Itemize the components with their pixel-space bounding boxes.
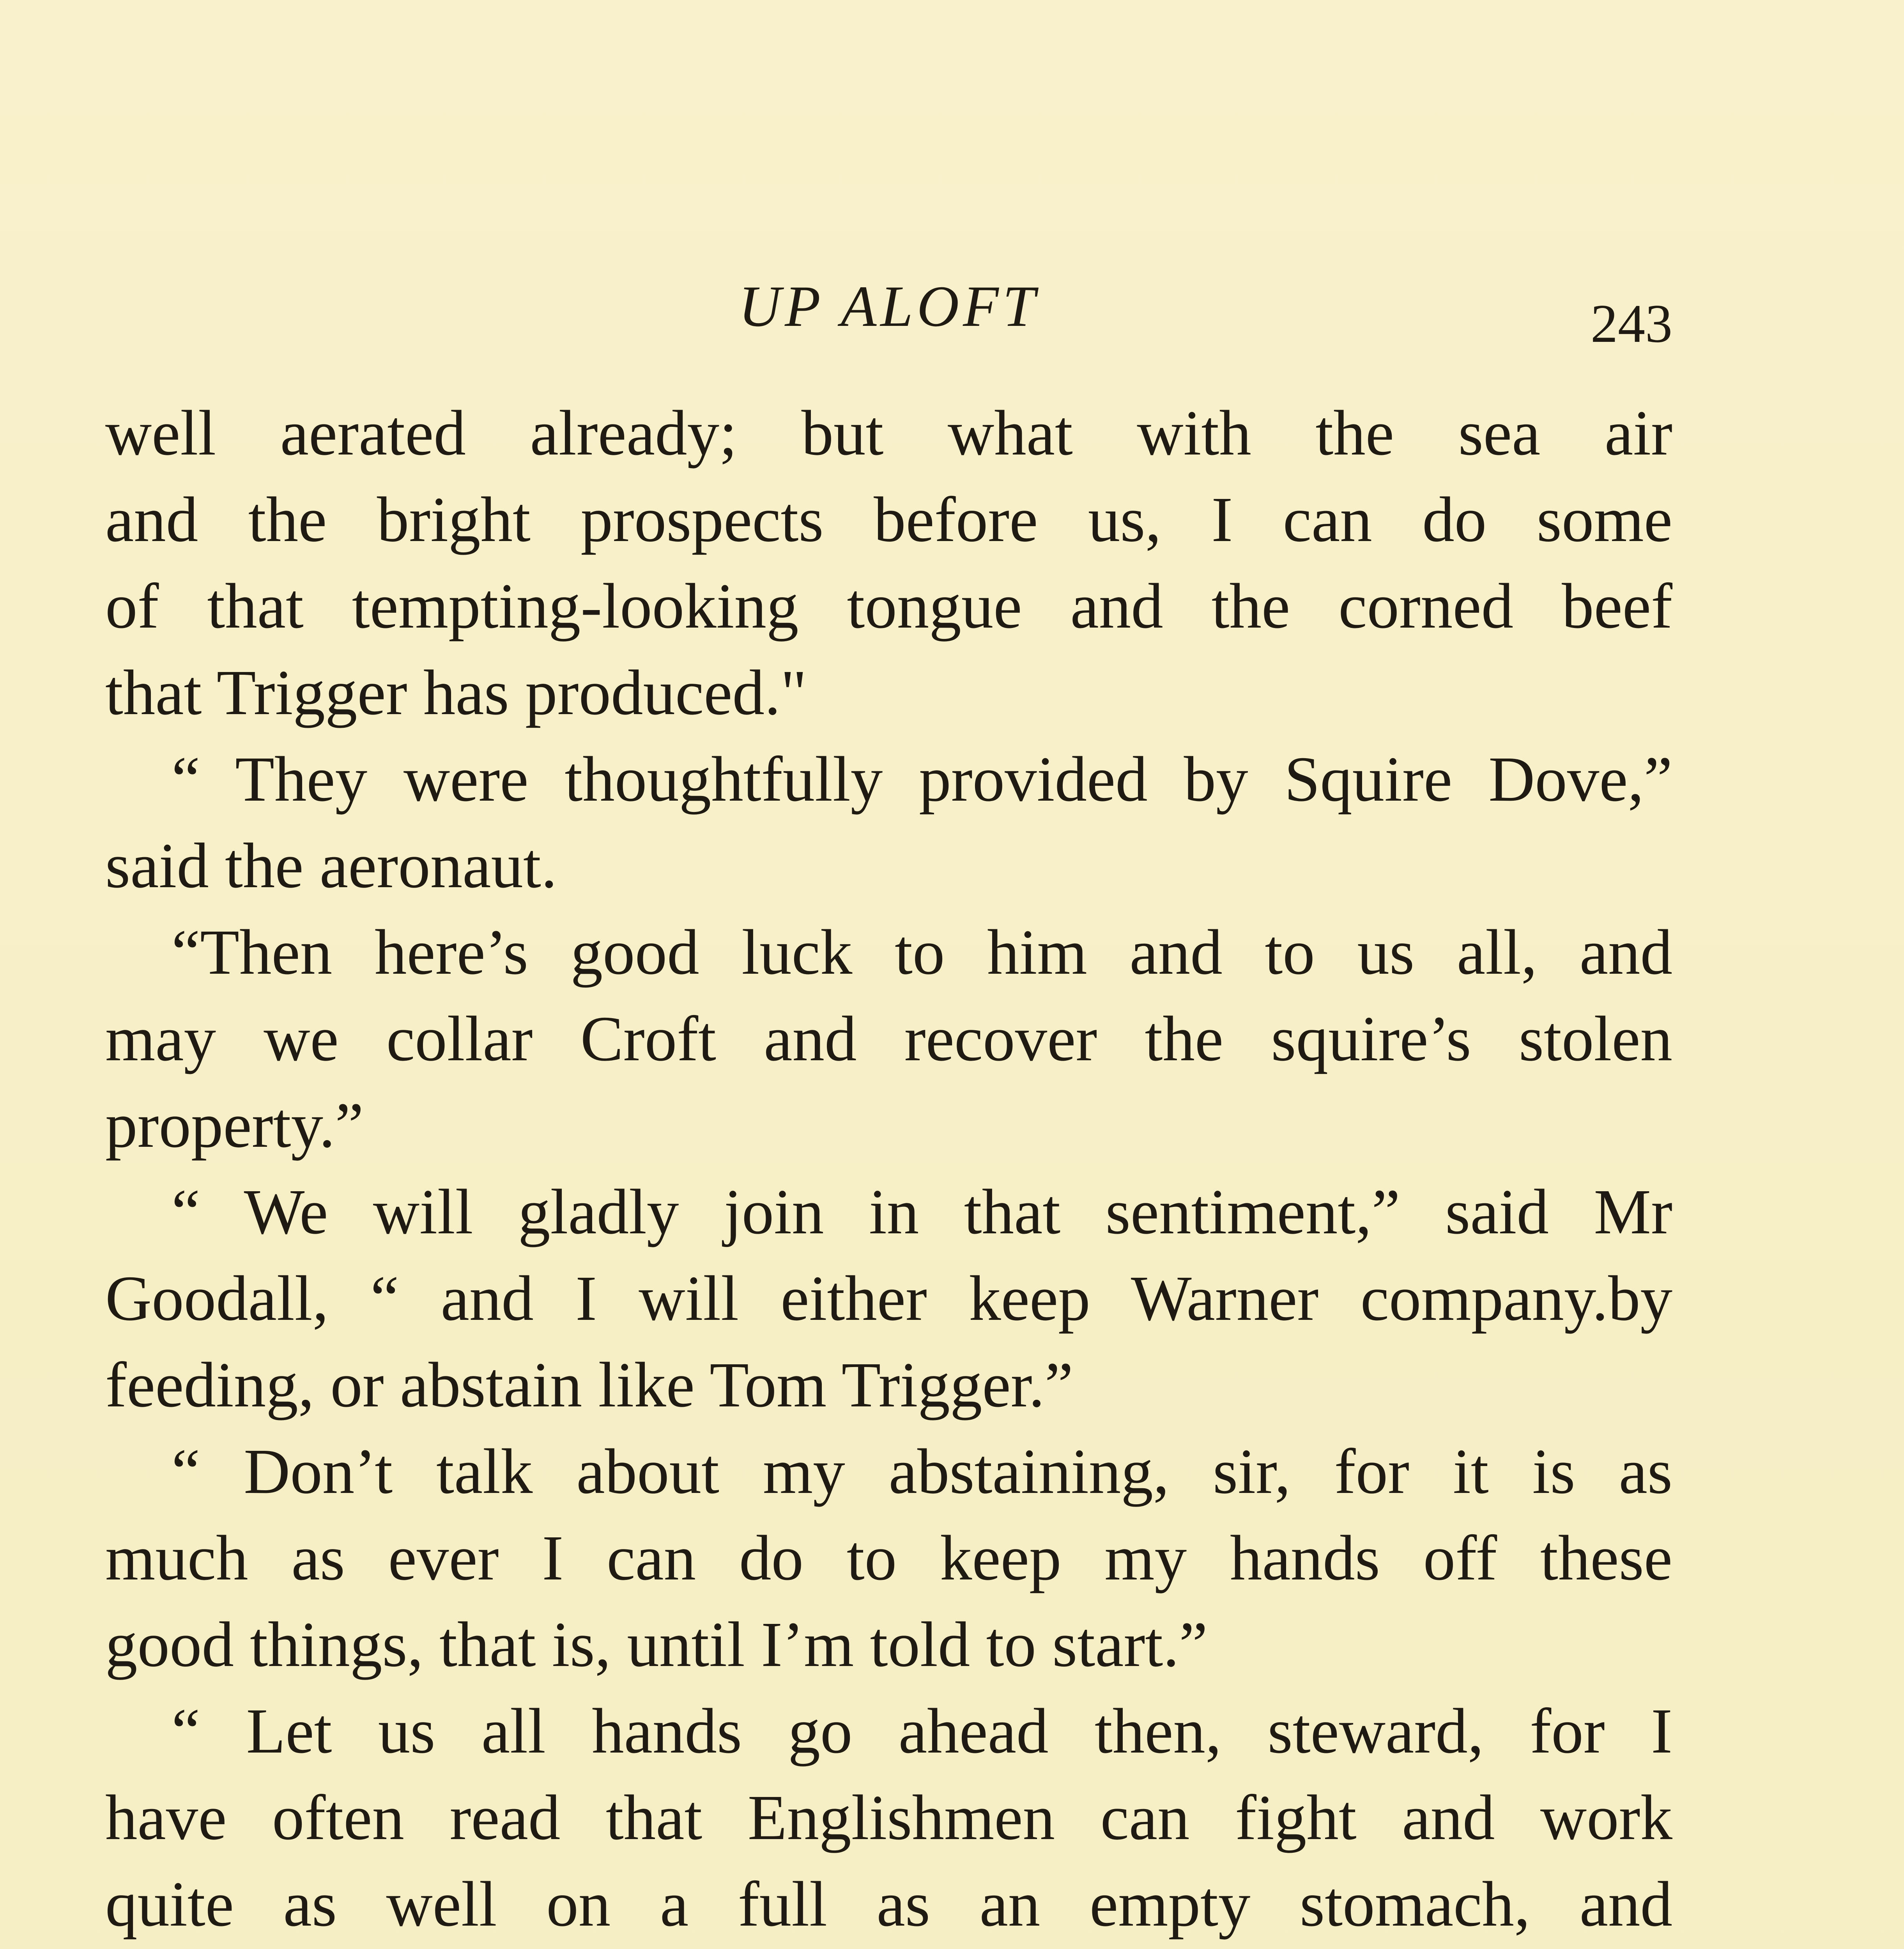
text-line: “ Don’t talk about my abstaining, sir, for it is as: [172, 1436, 1672, 1507]
text-line: property.”: [105, 1089, 364, 1161]
page-number: 243: [1591, 294, 1672, 354]
text-line: “Then here’s good luck to him and to us all, and: [172, 916, 1672, 988]
paragraph: [105, 736, 1672, 909]
text-line: have often read that Englishmen can fight and work: [105, 1782, 1672, 1853]
text-line: feeding, or abstain like Tom Trigger.”: [105, 1349, 1073, 1420]
text-line: “ They were thoughtfully provided by Squire Dove,”: [172, 743, 1672, 815]
text-line: said the aeronaut.: [105, 830, 557, 901]
paragraph: [105, 390, 1672, 736]
paragraph: [105, 1428, 1672, 1688]
text-line: of that tempting-looking tongue and the corned beef: [105, 570, 1672, 642]
text-line: much as ever I can do to keep my hands off these: [105, 1522, 1672, 1594]
paragraph: [105, 1169, 1672, 1428]
text-line: Goodall, “ and I will either keep Warner company.by: [105, 1263, 1672, 1334]
page-header: [105, 273, 1672, 359]
text-line: quite as well on a full as an empty stomach, and: [105, 1868, 1672, 1940]
text-line: “ Let us all hands go ahead then, steward, for I: [172, 1695, 1672, 1767]
body-text: [105, 390, 1672, 1949]
paragraph: [105, 909, 1672, 1169]
text-line: “ We will gladly join in that sentiment,” said Mr: [172, 1176, 1672, 1247]
text-line: good things, that is, until I’m told to start.”: [105, 1609, 1208, 1680]
paragraph: [105, 1688, 1672, 1949]
text-line: that Trigger has produced.": [105, 657, 807, 728]
text-line: well aerated already; but what with the sea air: [105, 397, 1672, 469]
text-line: and the bright prospects before us, I can do some: [105, 484, 1672, 555]
running-head: UP ALOFT: [738, 274, 1039, 339]
text-line: [105, 1947, 1672, 1949]
text-line: may we collar Croft and recover the squire’s stolen: [105, 1003, 1672, 1074]
